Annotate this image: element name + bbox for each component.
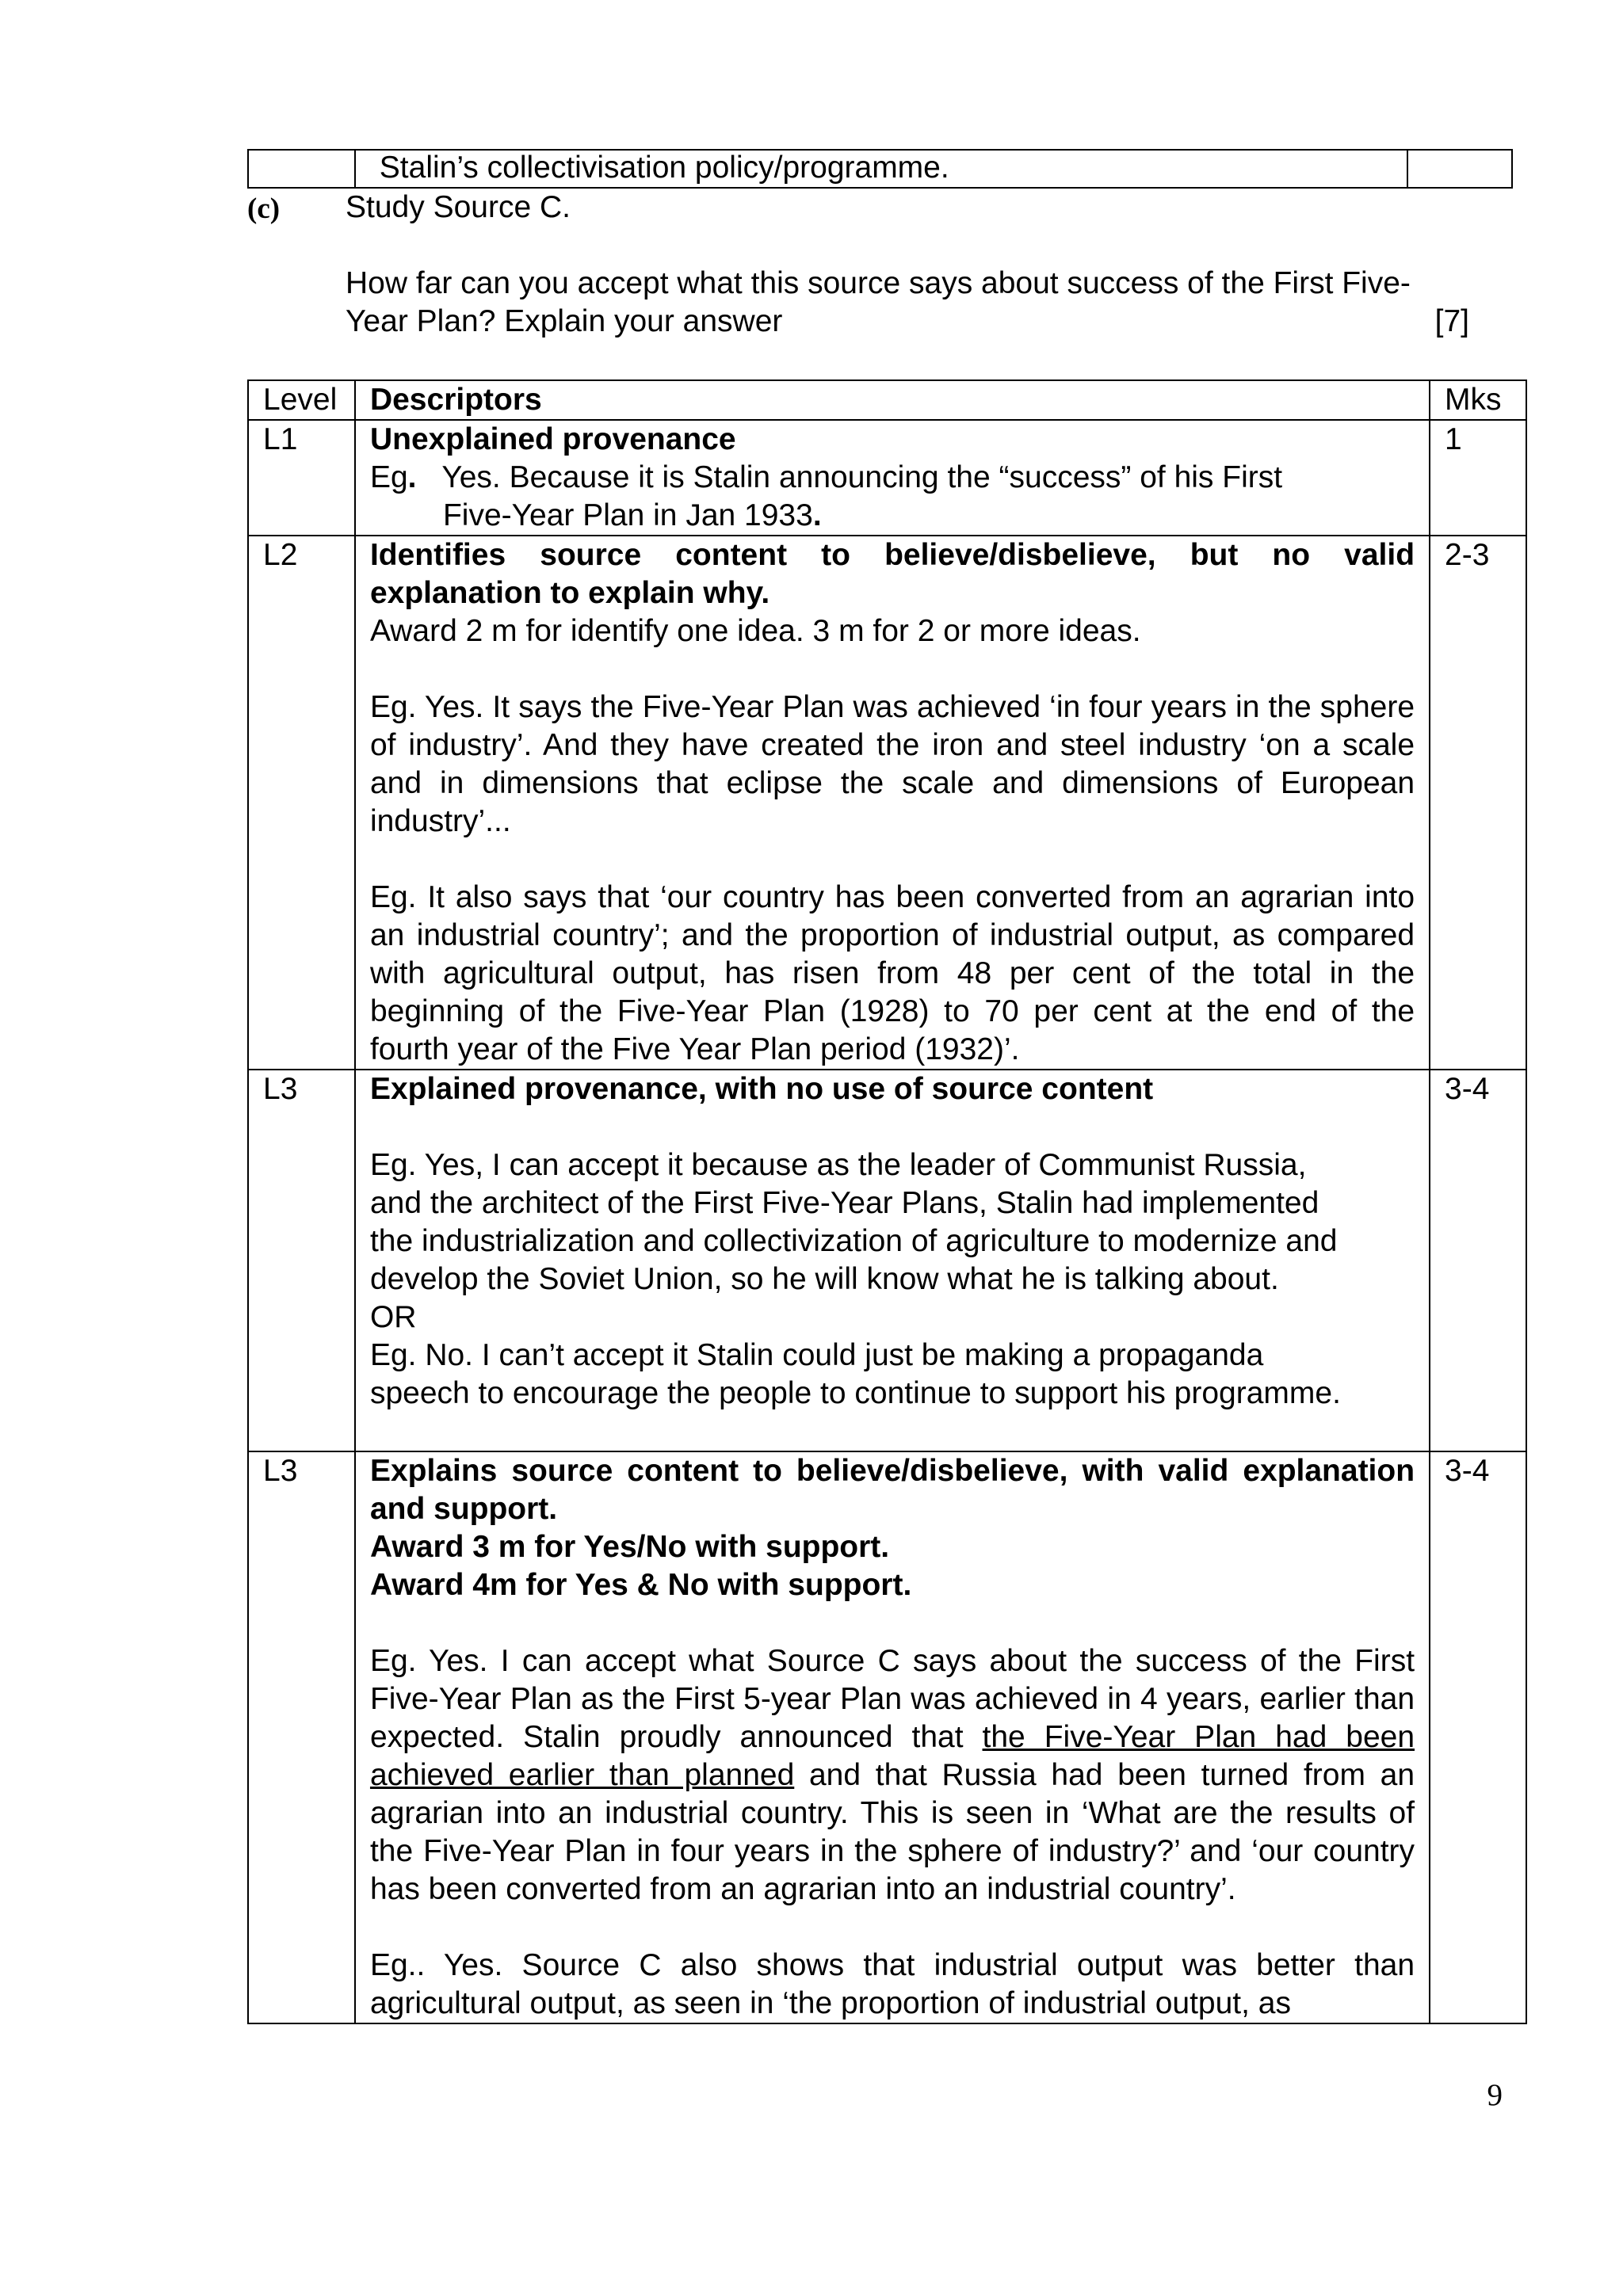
table-row: [248, 536, 1526, 1070]
example-text-cont: Five-Year Plan in Jan 1933.: [442, 498, 822, 532]
descriptor-heading: Explained provenance, with no use of source content: [369, 1072, 1154, 1106]
marks-value: 2-3: [1430, 536, 1526, 1070]
level-label: L2: [248, 536, 355, 1070]
example-line: develop the Soviet Union, so he will know what he is talking about.: [369, 1262, 1279, 1296]
example-text: Eg.. Yes. Source C also shows that industrial output was better than agricultural output, as seen in ‘the proportion of industrial output, as: [369, 1948, 1415, 2020]
level-cell: [248, 150, 355, 188]
award-text: Award 2 m for identify one idea. 3 m for 2 or more ideas.: [369, 614, 1141, 648]
descriptor-cell: [355, 1070, 1430, 1451]
descriptor-cell: [355, 150, 1407, 188]
question-label: (c): [247, 193, 281, 225]
continuation-text: Stalin’s collectivisation policy/programme.: [379, 151, 949, 185]
question-instruction: Study Source C.: [346, 190, 571, 224]
descriptor-cell: [355, 1451, 1430, 2023]
question-marks: [7]: [1434, 304, 1469, 338]
descriptor-cell: [355, 420, 1430, 536]
example-text: Eg. Yes. Because it is Stalin announcing the “success” of his First: [369, 460, 1283, 494]
header-level: Level: [248, 380, 355, 420]
page-number: 9: [1487, 2078, 1503, 2112]
award-text: Award 3 m for Yes/No with support.: [369, 1530, 890, 1564]
underlined-quote: the Five-Year Plan had been achieved earlier than planned: [369, 1720, 1415, 1792]
table-row: [248, 1451, 1526, 2023]
marks-value: 3-4: [1430, 1451, 1526, 2023]
table-row: [248, 150, 1512, 188]
header-descriptors: Descriptors: [355, 380, 1430, 420]
example-text: Eg. Yes. I can accept what Source C says about the success of the First Five-Year Plan as the First 5-year Plan was achieved in 4 years, earlier than expected. Stalin proudly announced that the Five-Year Plan had been achieved earlier than planned and that Russia had been turned from an agrarian into an industrial country. This is seen in ‘What are the results of the Five-Year Plan in four years in the sphere of industry?’ and ‘our country has been converted from an agrarian into an industrial country’.: [369, 1644, 1415, 1906]
example-line: Eg. Yes, I can accept it because as the leader of Communist Russia,: [369, 1148, 1307, 1182]
level-label: L1: [248, 420, 355, 536]
header-marks: Mks: [1430, 380, 1526, 420]
table-row: [248, 420, 1526, 536]
example-line: speech to encourage the people to continue to support his programme.: [369, 1376, 1341, 1410]
question-prompt-line2: Year Plan? Explain your answer: [346, 304, 783, 338]
table-header-row: [248, 380, 1526, 420]
descriptor-heading: Explains source content to believe/disbelieve, with valid explanation and support.: [369, 1454, 1415, 1526]
descriptor-cell: [355, 536, 1430, 1070]
award-text: Award 4m for Yes & No with support.: [369, 1568, 912, 1602]
example-text: Eg. It also says that ‘our country has been converted from an agrarian into an industrial country’; and the proportion of industrial output, as compared with agricultural output, has risen from 48 per cent of the total in the beginning of the Five-Year Plan (1928) to 70 per cent at the end of the fourth year of the Five Year Plan period (1932)’.: [369, 880, 1415, 1066]
or-text: OR: [369, 1300, 417, 1334]
mark-scheme-table: [247, 379, 1527, 2024]
marks-cell: [1407, 150, 1512, 188]
level-label: L3: [248, 1451, 355, 2023]
level-label: L3: [248, 1070, 355, 1451]
descriptor-heading: Identifies source content to believe/disbelieve, but no valid explanation to explain why.: [369, 538, 1415, 610]
descriptor-heading: Unexplained provenance: [369, 422, 736, 456]
example-line: Eg. No. I can’t accept it Stalin could just be making a propaganda: [369, 1338, 1264, 1372]
example-line: the industrialization and collectivization of agriculture to modernize and: [369, 1224, 1338, 1258]
question-prompt-line1: How far can you accept what this source says about success of the First Five-: [346, 266, 1411, 300]
continuation-table: [247, 149, 1513, 189]
marks-value: 3-4: [1430, 1070, 1526, 1451]
table-row: [248, 1070, 1526, 1451]
marks-value: 1: [1430, 420, 1526, 536]
example-line: and the architect of the First Five-Year Plans, Stalin had implemented: [369, 1186, 1319, 1220]
example-text: Eg. Yes. It says the Five-Year Plan was achieved ‘in four years in the sphere of industry’. And they have created the iron and steel industry ‘on a scale and in dimensions that eclipse the scale and dimensions of European industry’...: [369, 690, 1415, 838]
